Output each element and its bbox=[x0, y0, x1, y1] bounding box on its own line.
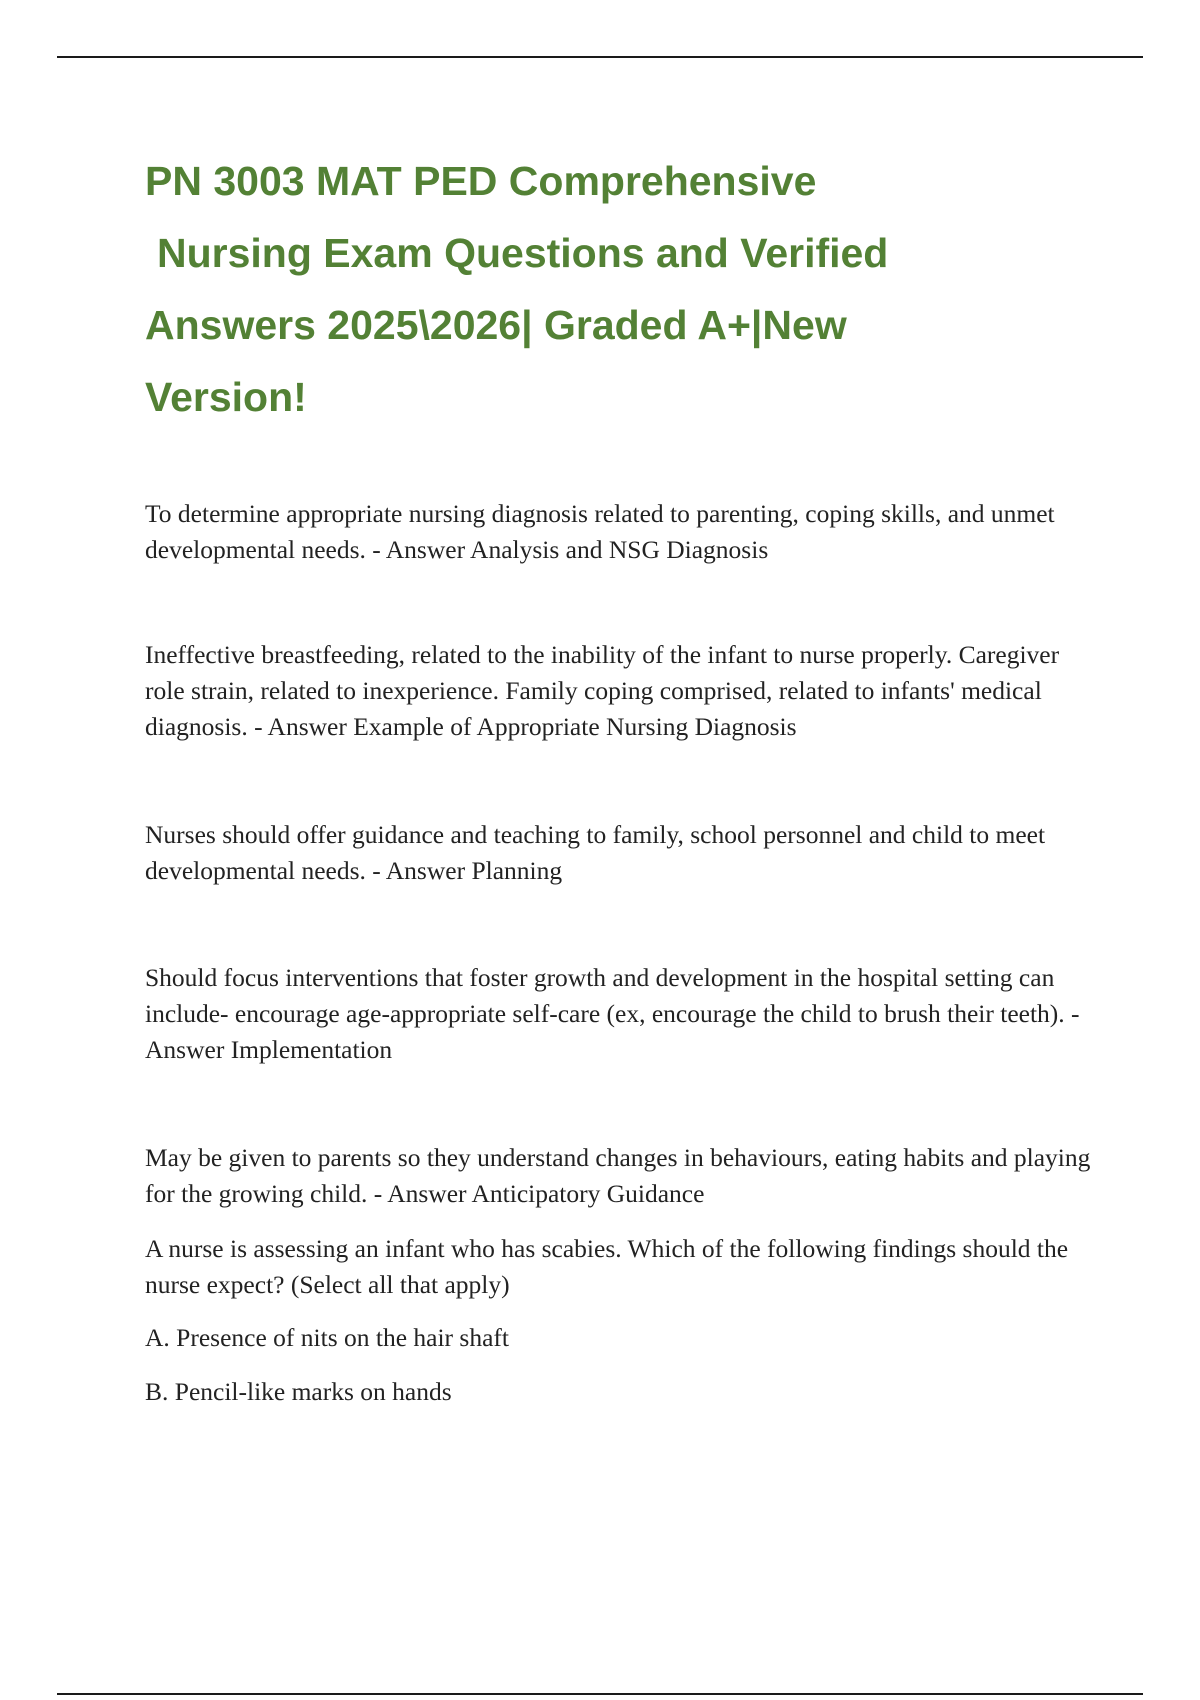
title-line: Version! bbox=[145, 374, 307, 420]
question-scabies: A nurse is assessing an infant who has scabies. Which of the following findings should the nurse expect? (Select all that apply) bbox=[145, 1234, 1069, 1299]
qa-paragraph-implementation: Should focus interventions that foster growth and development in the hospital setting can include- encourage age-appropriate self-care (ex, encourage the child to brush their teeth). - Answer Implementation bbox=[145, 963, 1080, 1064]
title-line: PN 3003 MAT PED Comprehensive bbox=[145, 158, 817, 204]
top-rule bbox=[57, 56, 1143, 58]
title-line: Answers 2025\2026| Graded A+|New bbox=[145, 302, 847, 348]
bottom-rule bbox=[57, 1693, 1143, 1695]
qa-paragraph-analysis: To determine appropriate nursing diagnosis related to parenting, coping skills, and unmet developmental needs. - Answer Analysis and NSG Diagnosis bbox=[145, 499, 1055, 564]
qa-paragraph-planning: Nurses should offer guidance and teaching to family, school personnel and child to meet developmental needs. - Answer Planning bbox=[145, 820, 1046, 885]
qa-paragraph-anticipatory-guidance: May be given to parents so they understand changes in behaviours, eating habits and playing for the growing child. - Answer Anticipatory Guidance bbox=[145, 1143, 1091, 1208]
document-title bbox=[145, 145, 1045, 433]
answer-option-a: A. Presence of nits on the hair shaft bbox=[145, 1323, 509, 1352]
title-line: Nursing Exam Questions and Verified bbox=[157, 230, 889, 276]
answer-option-b: B. Pencil-like marks on hands bbox=[145, 1377, 452, 1406]
qa-paragraph-nursing-diagnosis-example: Ineffective breastfeeding, related to the inability of the infant to nurse properly. Caregiver role strain, related to inexperience. Family coping comprised, related to infants' medical diagnosis. - Answer Example of Appropriate Nursing Diagnosis bbox=[145, 640, 1060, 741]
